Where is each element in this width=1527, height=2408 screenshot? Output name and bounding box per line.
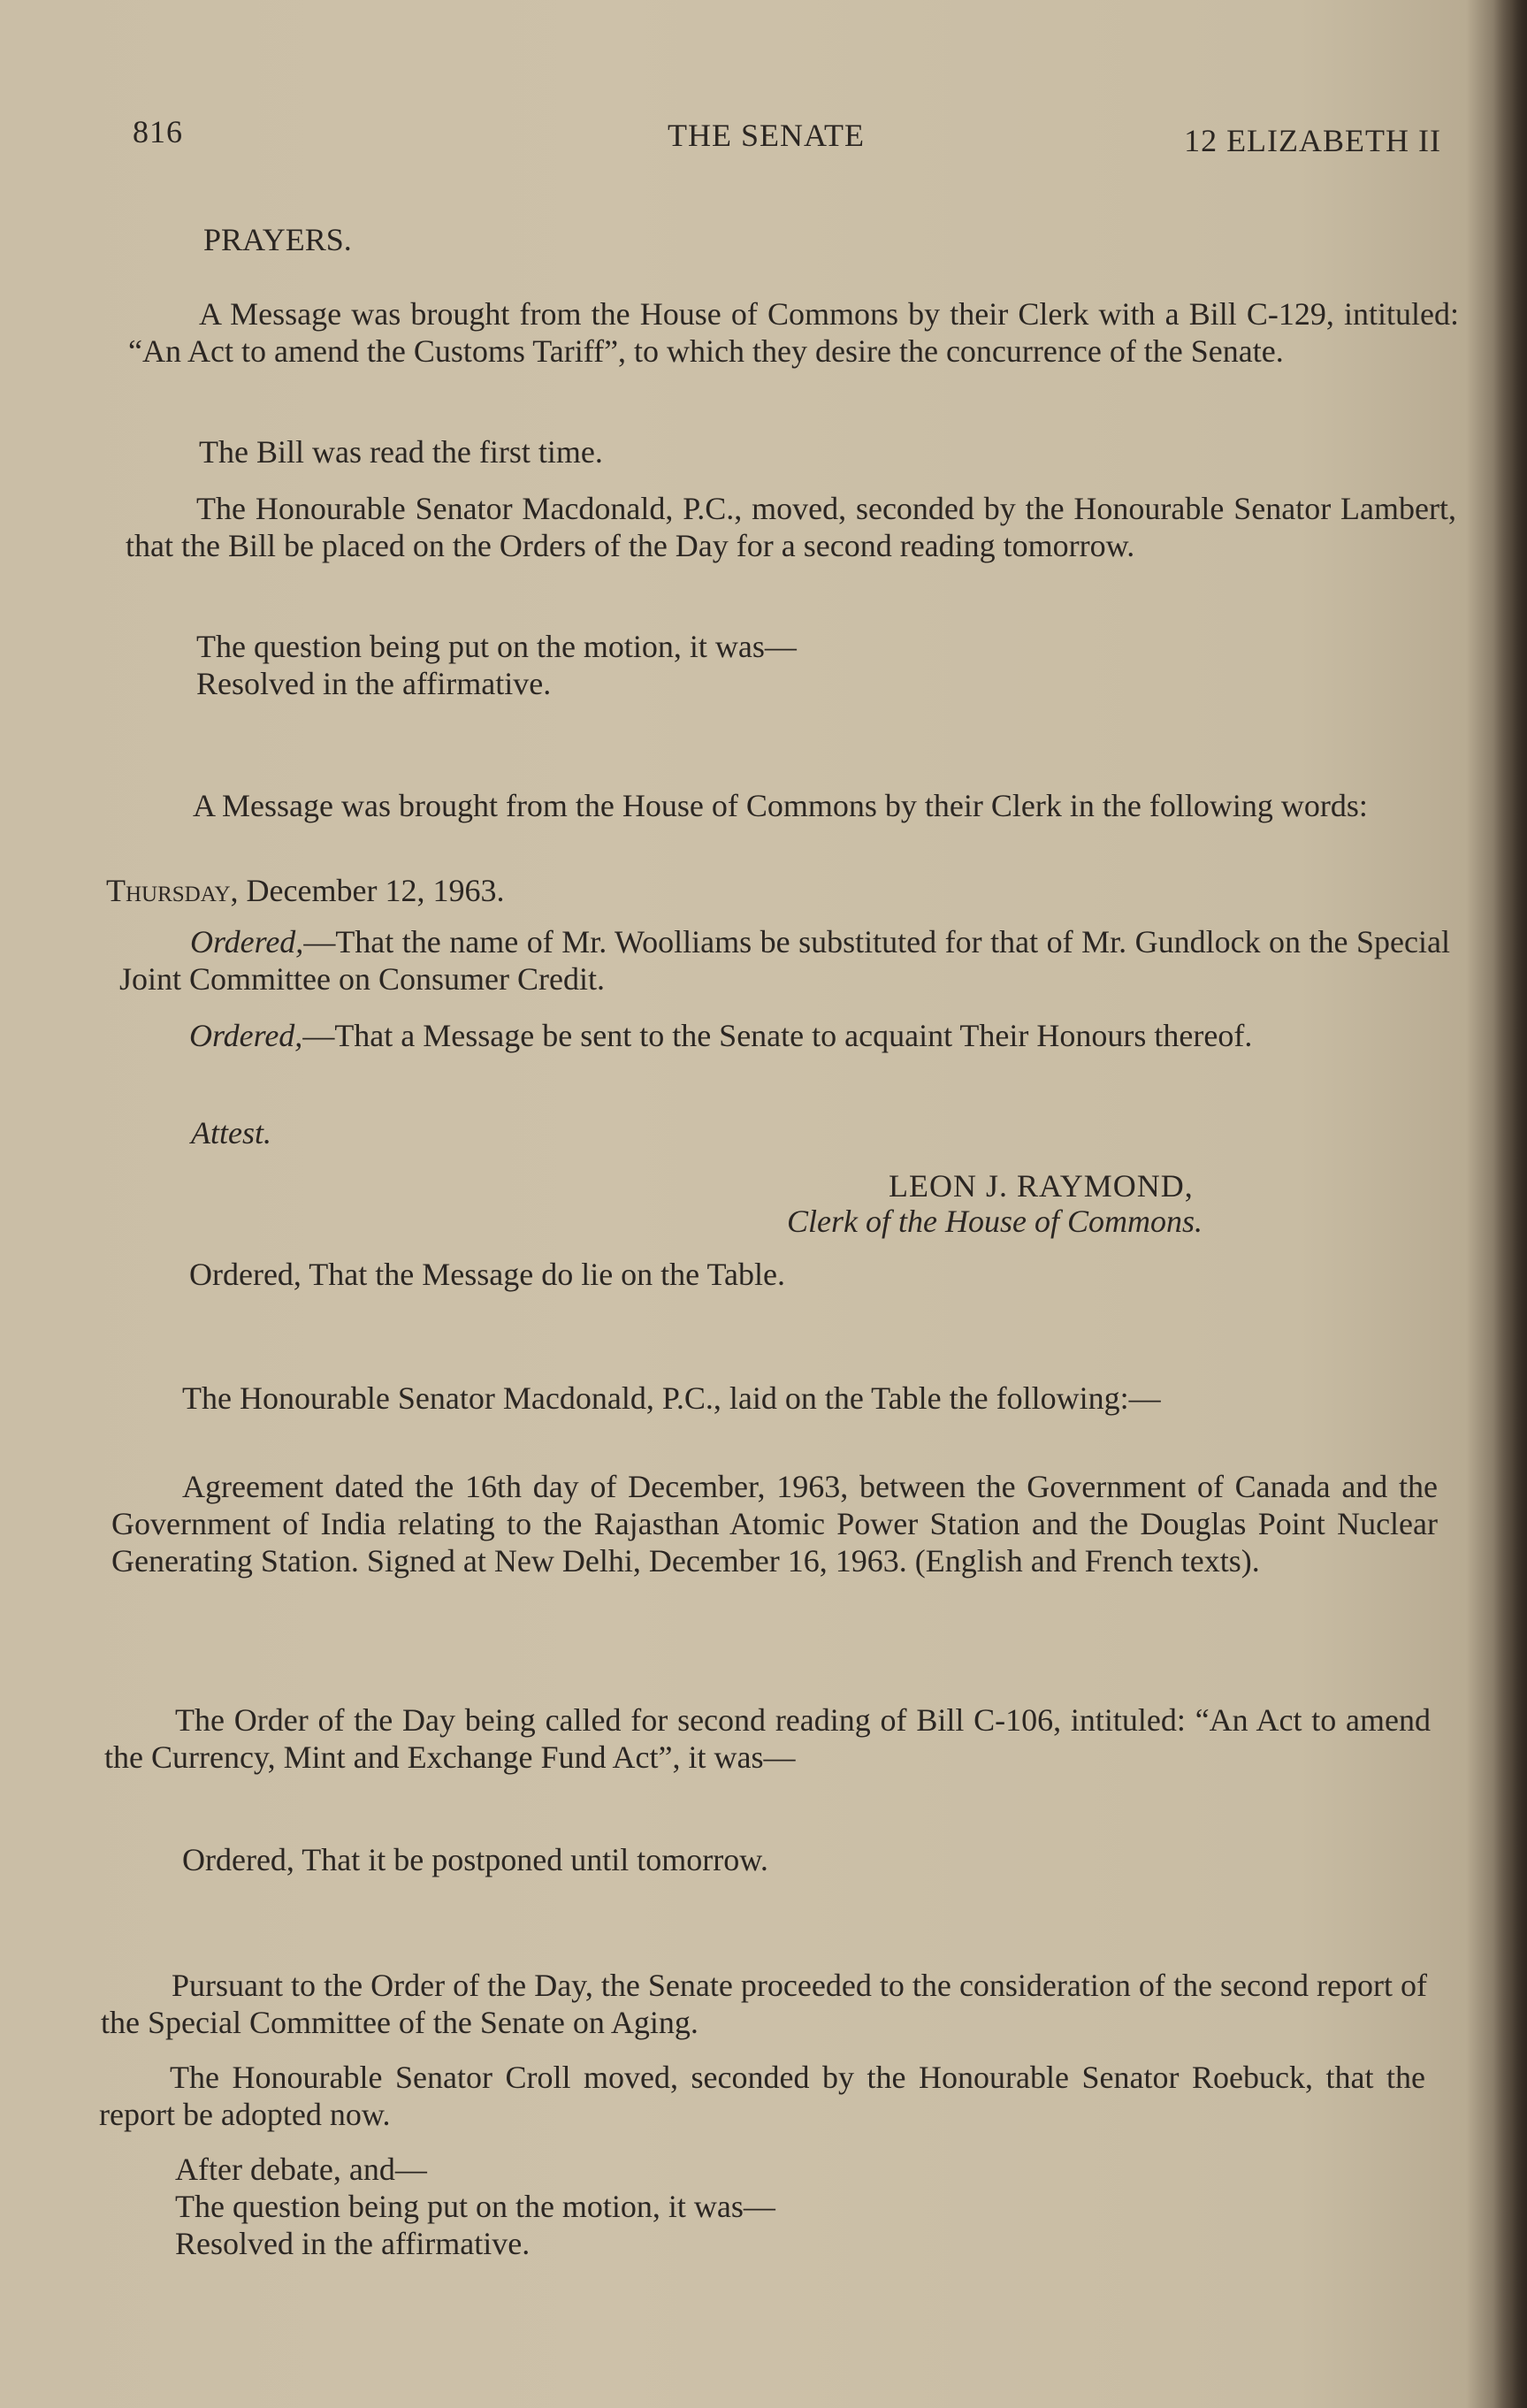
message-paragraph-1: A Message was brought from the House of Commons by their Clerk with a Bill C-129, intituled: “An Act to amend the Customs Tariff”, to which they desire the concurrence of the Senate. <box>128 296 1459 369</box>
motion-paragraph-1: The Honourable Senator Macdonald, P.C., moved, seconded by the Honourable Senator Lambert, that the Bill be placed on the Orders of the Day for a second reading tomorrow. <box>126 491 1456 563</box>
prayers-heading: PRAYERS. <box>203 222 352 257</box>
running-header <box>133 113 1441 157</box>
ordered-paragraph-2 <box>118 1017 1449 1054</box>
ordered-paragraph-1 <box>119 923 1450 998</box>
croll-motion-paragraph: The Honourable Senator Croll moved, seconded by the Honourable Senator Roebuck, that the report be adopted now. <box>99 2060 1425 2132</box>
postponed-line: Ordered, That it be postponed until tomorrow. <box>182 1842 768 1877</box>
page-number: 816 <box>133 114 183 149</box>
resolved-line-2: Resolved in the affirmative. <box>175 2226 531 2261</box>
attest-line: Attest. <box>191 1115 271 1150</box>
clerk-title: Clerk of the House of Commons. <box>787 1204 1203 1239</box>
message-date <box>106 872 1362 909</box>
message-paragraph-2: A Message was brought from the House of Commons by their Clerk in the following words: <box>193 788 1368 823</box>
after-debate-line: After debate, and— <box>175 2152 427 2187</box>
date-rest: , December 12, 1963. <box>230 873 505 908</box>
order-of-day-paragraph: The Order of the Day being called for second reading of Bill C-106, intituled: “An Act to amend the Currency, Mint and Exchange Fund Act”, it was— <box>104 1702 1431 1775</box>
page-edge-shadow <box>1493 0 1527 2408</box>
date-day: Thursday <box>106 873 231 908</box>
question-line-1: The question being put on the motion, it was— <box>196 629 797 664</box>
header-reign: 12 ELIZABETH II <box>1184 123 1441 158</box>
agreement-paragraph: Agreement dated the 16th day of December, 1963, between the Government of Canada and the Government of India relating to the Rajasthan Atomic Power Station and the Douglas Point Nuclear Generating Station. Signed at New Delhi, December 16, 1963. (English and French texts). <box>111 1469 1438 1579</box>
ordered-label: Ordered, <box>190 924 304 959</box>
ordered-label: Ordered, <box>189 1018 303 1053</box>
header-title: THE SENATE <box>668 118 865 153</box>
resolved-line-1: Resolved in the affirmative. <box>196 666 552 701</box>
clerk-name: LEON J. RAYMOND, <box>889 1168 1194 1204</box>
ordered-text: —That the name of Mr. Woolliams be substituted for that of Mr. Gundlock on the Special Joint Committee on Consumer Credit. <box>119 924 1450 997</box>
ordered-text: —That a Message be sent to the Senate to acquaint Their Honours thereof. <box>302 1018 1253 1053</box>
pursuant-paragraph: Pursuant to the Order of the Day, the Senate proceeded to the consideration of the second report of the Special Committee of the Senate on Aging. <box>101 1968 1427 2040</box>
laid-on-table-paragraph: The Honourable Senator Macdonald, P.C., laid on the Table the following:— <box>182 1380 1161 1416</box>
bill-first-reading: The Bill was read the first time. <box>199 434 603 470</box>
ordered-lie-on-table: Ordered, That the Message do lie on the Table. <box>189 1257 785 1292</box>
question-line-2: The question being put on the motion, it was— <box>175 2189 775 2224</box>
